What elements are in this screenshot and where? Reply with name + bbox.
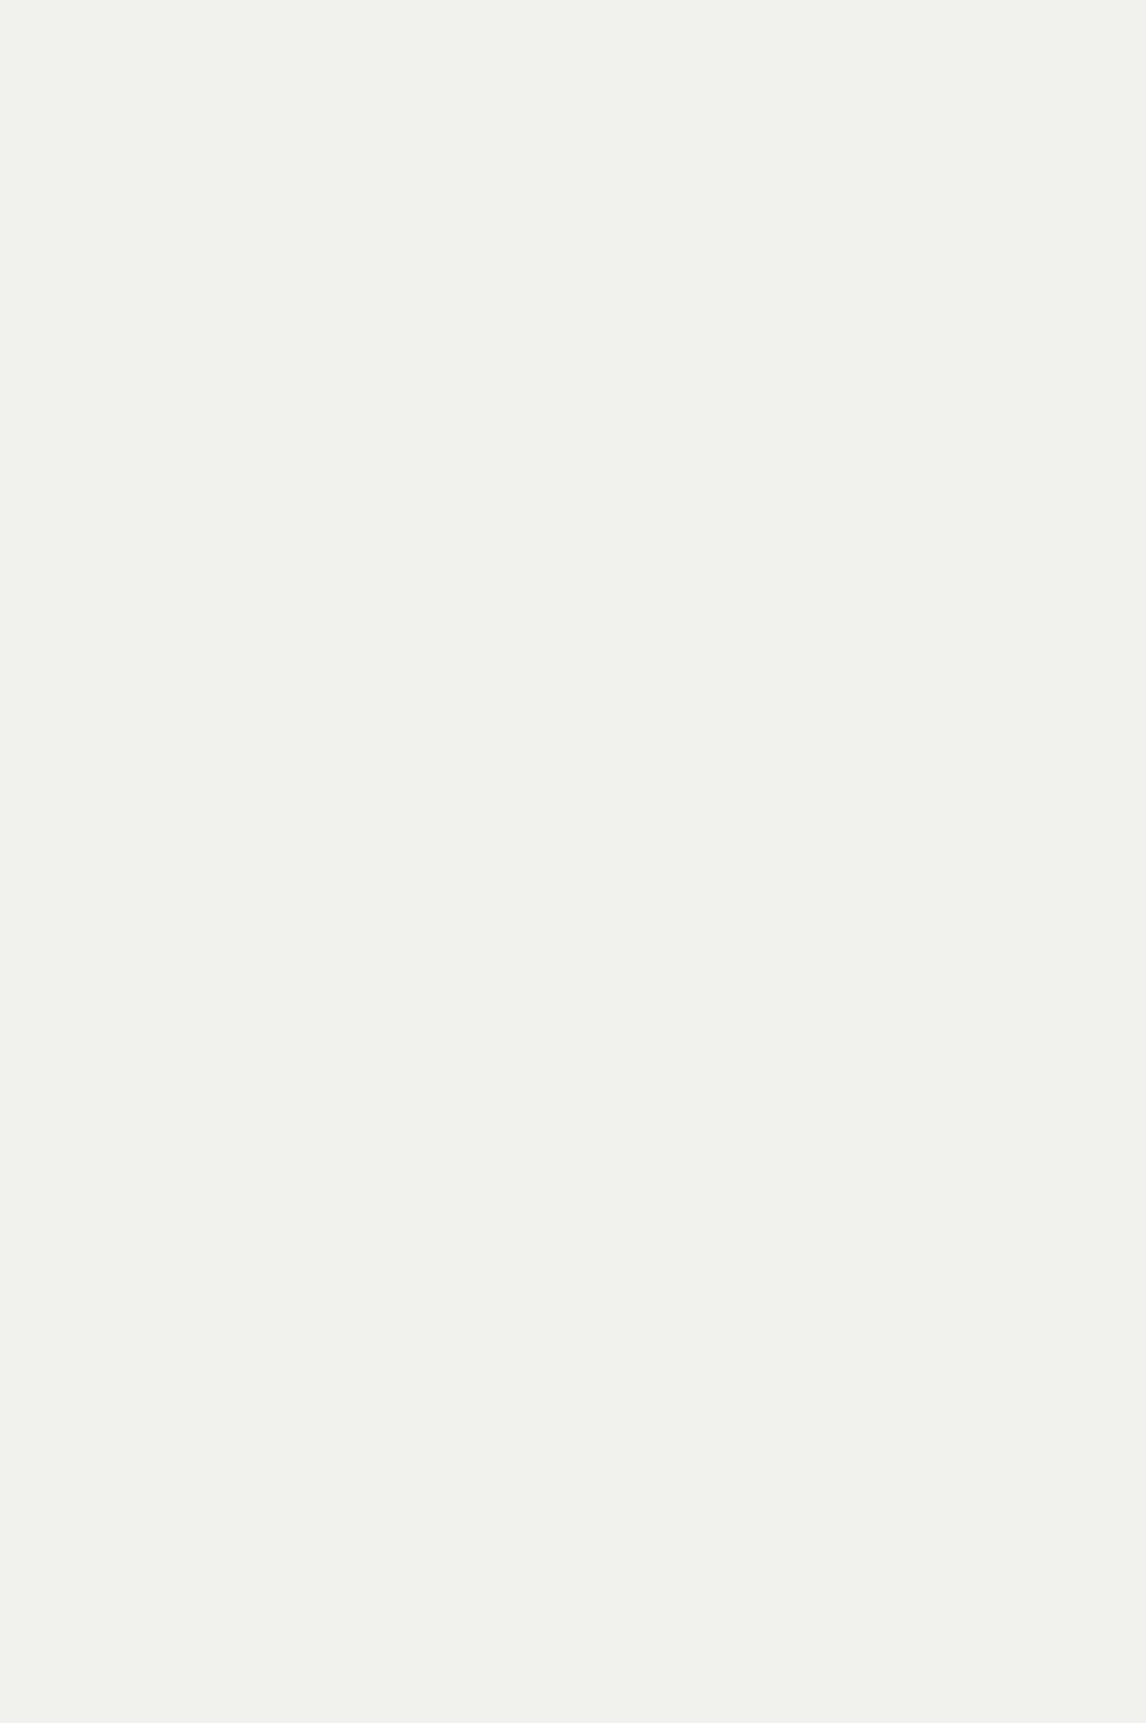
document-page (62, 30, 1038, 40)
document-22-body (62, 1233, 1038, 1243)
